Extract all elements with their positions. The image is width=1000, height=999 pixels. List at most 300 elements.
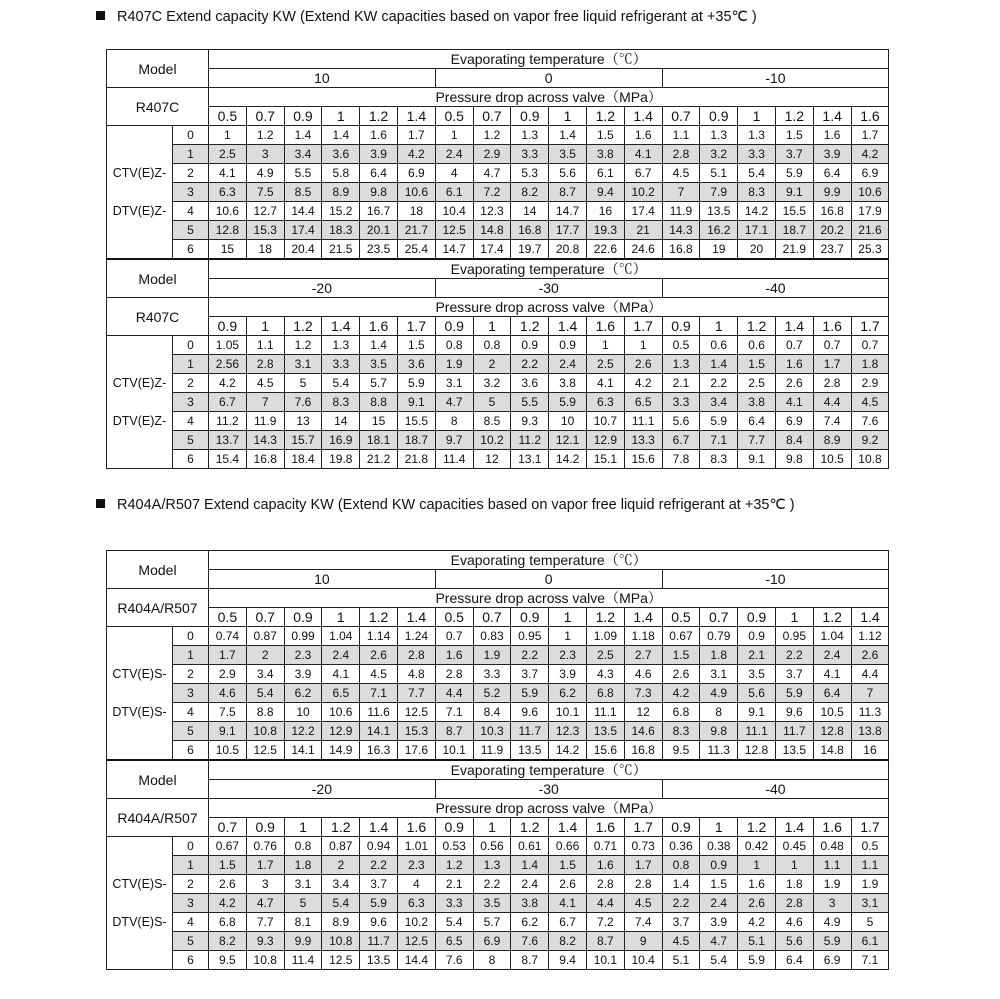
capacity-value-cell: 1.04 <box>322 627 360 646</box>
capacity-value-cell: 2.6 <box>738 894 776 913</box>
capacity-value-cell: 2.3 <box>549 646 587 665</box>
capacity-value-cell: 1.14 <box>360 627 398 646</box>
capacity-value-cell: 25.3 <box>851 240 889 260</box>
capacity-value-cell: 8.7 <box>511 951 549 970</box>
capacity-value-cell: 1.04 <box>813 627 851 646</box>
capacity-value-cell: 6.3 <box>397 894 435 913</box>
capacity-value-cell: 1.3 <box>511 126 549 145</box>
capacity-value-cell: 11.4 <box>435 450 473 469</box>
capacity-value-cell: 6.7 <box>662 431 700 450</box>
capacity-value-cell: 1.9 <box>851 875 889 894</box>
capacity-value-cell: 4.7 <box>700 932 738 951</box>
capacity-value-cell: 2.9 <box>473 145 511 164</box>
capacity-value-cell: 0.9 <box>511 336 549 355</box>
pressure-value-header: 0.7 <box>473 608 511 627</box>
capacity-value-cell: 1.4 <box>284 126 322 145</box>
pressure-value-header: 1.4 <box>549 818 587 837</box>
capacity-value-cell: 21.6 <box>851 221 889 240</box>
capacity-value-cell: 7.6 <box>851 412 889 431</box>
capacity-value-cell: 8.7 <box>549 183 587 202</box>
capacity-value-cell: 4.1 <box>209 164 247 183</box>
capacity-value-cell: 13.5 <box>700 202 738 221</box>
capacity-value-cell: 21 <box>624 221 662 240</box>
model-index-cell: 4 <box>173 412 209 431</box>
capacity-value-cell: 8.4 <box>473 703 511 722</box>
capacity-value-cell: 7 <box>851 684 889 703</box>
capacity-value-cell: 3.1 <box>284 355 322 374</box>
capacity-value-cell: 1.1 <box>813 856 851 875</box>
capacity-value-cell: 16.3 <box>360 741 398 761</box>
capacity-value-cell: 8.2 <box>549 932 587 951</box>
model-index-cell: 2 <box>173 875 209 894</box>
table-row <box>107 336 889 355</box>
capacity-value-cell: 10.1 <box>435 741 473 761</box>
table-row <box>107 412 889 431</box>
capacity-value-cell: 18.7 <box>775 221 813 240</box>
capacity-value-cell: 2.6 <box>624 355 662 374</box>
capacity-value-cell: 3.1 <box>284 875 322 894</box>
capacity-value-cell: 4.1 <box>322 665 360 684</box>
capacity-value-cell: 18.7 <box>397 431 435 450</box>
capacity-value-cell: 9.8 <box>360 183 398 202</box>
model-index-cell: 5 <box>173 932 209 951</box>
pressure-value-header: 0.7 <box>209 818 247 837</box>
table-row <box>107 703 889 722</box>
capacity-value-cell: 6.8 <box>586 684 624 703</box>
series-label: DTV(E)S- <box>112 915 167 929</box>
capacity-value-cell: 2.5 <box>738 374 776 393</box>
pressure-value-header: 1.4 <box>322 317 360 336</box>
capacity-value-cell: 6.9 <box>813 951 851 970</box>
capacity-value-cell: 6.8 <box>209 913 247 932</box>
model-label: Model <box>138 561 177 578</box>
capacity-value-cell: 6.8 <box>662 703 700 722</box>
capacity-value-cell: 18.3 <box>322 221 360 240</box>
capacity-value-cell: 3.9 <box>700 913 738 932</box>
capacity-value-cell: 11.9 <box>473 741 511 761</box>
capacity-value-cell: 4.2 <box>738 913 776 932</box>
model-index-cell: 0 <box>173 126 209 145</box>
capacity-value-cell: 14.2 <box>738 202 776 221</box>
header-row-pressure <box>107 799 889 818</box>
capacity-value-cell: 13.5 <box>586 722 624 741</box>
capacity-value-cell: 2.2 <box>360 856 398 875</box>
capacity-value-cell: 1.09 <box>586 627 624 646</box>
header-row-pressure-values <box>107 317 889 336</box>
capacity-value-cell: 2.6 <box>851 646 889 665</box>
header-row-pressure-values <box>107 608 889 627</box>
capacity-value-cell: 0.87 <box>246 627 284 646</box>
capacity-value-cell: 0.61 <box>511 837 549 856</box>
capacity-value-cell: 22.6 <box>586 240 624 260</box>
capacity-value-cell: 5.5 <box>511 393 549 412</box>
capacity-value-cell: 10.6 <box>851 183 889 202</box>
capacity-value-cell: 10.1 <box>586 951 624 970</box>
capacity-value-cell: 5.1 <box>738 932 776 951</box>
capacity-value-cell: 2.1 <box>435 875 473 894</box>
capacity-value-cell: 6.9 <box>775 412 813 431</box>
capacity-value-cell: 15.5 <box>775 202 813 221</box>
pressure-value-header: 1.7 <box>851 818 889 837</box>
evaporating-temperature-header: Evaporating temperature（℃） <box>209 259 889 279</box>
capacity-value-cell: 5 <box>284 374 322 393</box>
capacity-value-cell: 6.3 <box>209 183 247 202</box>
capacity-value-cell: 14.3 <box>246 431 284 450</box>
capacity-value-cell: 5.9 <box>397 374 435 393</box>
header-row-pressure-values <box>107 107 889 126</box>
capacity-value-cell: 9.9 <box>813 183 851 202</box>
capacity-value-cell: 6.9 <box>851 164 889 183</box>
capacity-value-cell: 0.95 <box>511 627 549 646</box>
capacity-value-cell: 11.3 <box>700 741 738 761</box>
pressure-value-header: 1 <box>322 107 360 126</box>
capacity-value-cell: 1.5 <box>397 336 435 355</box>
capacity-value-cell: 2.4 <box>700 894 738 913</box>
capacity-value-cell: 1.2 <box>473 126 511 145</box>
capacity-value-cell: 1 <box>435 126 473 145</box>
capacity-value-cell: 9 <box>624 932 662 951</box>
pressure-value-header: 1.7 <box>851 317 889 336</box>
capacity-value-cell: 17.1 <box>738 221 776 240</box>
capacity-value-cell: 0.6 <box>700 336 738 355</box>
capacity-value-cell: 0.87 <box>322 837 360 856</box>
capacity-value-cell: 7.7 <box>397 684 435 703</box>
capacity-value-cell: 19.8 <box>322 450 360 469</box>
model-index-cell: 4 <box>173 202 209 221</box>
model-index-cell: 6 <box>173 741 209 761</box>
model-index-cell: 5 <box>173 431 209 450</box>
capacity-value-cell: 18 <box>246 240 284 260</box>
table-row <box>107 741 889 761</box>
pressure-value-header: 0.9 <box>738 608 776 627</box>
capacity-value-cell: 1.2 <box>246 126 284 145</box>
capacity-value-cell: 11.2 <box>209 412 247 431</box>
capacity-value-cell: 14.7 <box>435 240 473 260</box>
evaporating-temperature-header: Evaporating temperature（℃） <box>209 760 889 780</box>
capacity-value-cell: 1.5 <box>662 646 700 665</box>
pressure-value-header: 1.2 <box>586 608 624 627</box>
capacity-value-cell: 4.5 <box>246 374 284 393</box>
capacity-value-cell: 6.2 <box>284 684 322 703</box>
capacity-value-cell: 5.4 <box>322 894 360 913</box>
capacity-value-cell: 4.1 <box>624 145 662 164</box>
pressure-value-header: 1.7 <box>624 317 662 336</box>
capacity-value-cell: 16.2 <box>700 221 738 240</box>
capacity-value-cell: 10.5 <box>813 450 851 469</box>
capacity-value-cell: 3.1 <box>700 665 738 684</box>
capacity-value-cell: 0.9 <box>700 856 738 875</box>
model-index-cell: 3 <box>173 393 209 412</box>
capacity-value-cell: 2.5 <box>586 355 624 374</box>
capacity-value-cell: 8.4 <box>775 431 813 450</box>
capacity-value-cell: 1.6 <box>813 126 851 145</box>
capacity-value-cell: 16.7 <box>360 202 398 221</box>
capacity-value-cell: 6.5 <box>624 393 662 412</box>
capacity-value-cell: 16 <box>851 741 889 761</box>
capacity-value-cell: 2 <box>322 856 360 875</box>
capacity-value-cell: 3.8 <box>549 374 587 393</box>
capacity-value-cell: 3.9 <box>360 145 398 164</box>
temperature-group-header: -10 <box>662 570 889 589</box>
pressure-value-header: 0.9 <box>511 107 549 126</box>
capacity-value-cell: 7.1 <box>700 431 738 450</box>
pressure-value-header: 1.4 <box>549 317 587 336</box>
table-row <box>107 856 889 875</box>
capacity-value-cell: 0.76 <box>246 837 284 856</box>
model-index-cell: 1 <box>173 355 209 374</box>
table-row <box>107 722 889 741</box>
capacity-value-cell: 5.9 <box>511 684 549 703</box>
pressure-value-header: 1.4 <box>851 608 889 627</box>
model-index-cell: 6 <box>173 450 209 469</box>
pressure-value-header: 1.4 <box>397 608 435 627</box>
capacity-value-cell: 1.5 <box>700 875 738 894</box>
capacity-value-cell: 12.3 <box>549 722 587 741</box>
model-label: Model <box>138 60 177 77</box>
capacity-value-cell: 3.8 <box>738 393 776 412</box>
capacity-value-cell: 4.7 <box>435 393 473 412</box>
temperature-group-header: -30 <box>435 780 662 799</box>
header-row-pressure <box>107 298 889 317</box>
capacity-value-cell: 2.8 <box>662 145 700 164</box>
capacity-value-cell: 0.53 <box>435 837 473 856</box>
capacity-value-cell: 6.3 <box>586 393 624 412</box>
capacity-value-cell: 5.4 <box>246 684 284 703</box>
table-row <box>107 684 889 703</box>
capacity-value-cell: 9.1 <box>738 450 776 469</box>
header-row-temperatures <box>107 279 889 298</box>
model-index-cell: 0 <box>173 837 209 856</box>
capacity-value-cell: 7.5 <box>209 703 247 722</box>
pressure-value-header: 0.7 <box>246 608 284 627</box>
capacity-value-cell: 5.8 <box>322 164 360 183</box>
capacity-value-cell: 12.2 <box>284 722 322 741</box>
capacity-value-cell: 2.9 <box>851 374 889 393</box>
pressure-value-header: 1.2 <box>586 107 624 126</box>
capacity-value-cell: 1.5 <box>775 126 813 145</box>
capacity-value-cell: 9.4 <box>586 183 624 202</box>
capacity-value-cell: 9.5 <box>662 741 700 761</box>
capacity-value-cell: 7.5 <box>246 183 284 202</box>
capacity-value-cell: 3.3 <box>322 355 360 374</box>
capacity-value-cell: 6.2 <box>511 913 549 932</box>
capacity-value-cell: 18 <box>397 202 435 221</box>
capacity-value-cell: 10.6 <box>209 202 247 221</box>
capacity-value-cell: 16.8 <box>624 741 662 761</box>
capacity-value-cell: 3.5 <box>473 894 511 913</box>
header-row-temperatures <box>107 780 889 799</box>
capacity-value-cell: 1.3 <box>322 336 360 355</box>
capacity-value-cell: 6.4 <box>813 164 851 183</box>
capacity-value-cell: 4.2 <box>209 374 247 393</box>
capacity-value-cell: 4.5 <box>360 665 398 684</box>
capacity-value-cell: 12.5 <box>246 741 284 761</box>
capacity-value-cell: 1.4 <box>662 875 700 894</box>
capacity-value-cell: 3.4 <box>246 665 284 684</box>
capacity-value-cell: 8 <box>700 703 738 722</box>
capacity-value-cell: 7 <box>662 183 700 202</box>
capacity-value-cell: 2.8 <box>624 875 662 894</box>
capacity-value-cell: 20.8 <box>549 240 587 260</box>
capacity-value-cell: 3.4 <box>322 875 360 894</box>
capacity-value-cell: 4.1 <box>586 374 624 393</box>
table-row <box>107 221 889 240</box>
capacity-value-cell: 5.2 <box>473 684 511 703</box>
section-title-r407c <box>96 9 757 25</box>
model-label: Model <box>138 771 177 788</box>
capacity-value-cell: 2.1 <box>662 374 700 393</box>
capacity-value-cell: 6.5 <box>435 932 473 951</box>
capacity-value-cell: 3.6 <box>397 355 435 374</box>
pressure-value-header: 1.2 <box>813 608 851 627</box>
capacity-value-cell: 4.2 <box>209 894 247 913</box>
temperature-group-header: -10 <box>662 69 889 88</box>
pressure-value-header: 0.9 <box>511 608 549 627</box>
capacity-value-cell: 15.3 <box>246 221 284 240</box>
capacity-value-cell: 4.5 <box>662 164 700 183</box>
table-row <box>107 875 889 894</box>
capacity-value-cell: 12.5 <box>397 703 435 722</box>
capacity-value-cell: 5.9 <box>549 393 587 412</box>
capacity-value-cell: 8.3 <box>322 393 360 412</box>
bullet-square-icon <box>96 499 105 508</box>
capacity-value-cell: 2.5 <box>209 145 247 164</box>
capacity-value-cell: 0.99 <box>284 627 322 646</box>
capacity-value-cell: 16.9 <box>322 431 360 450</box>
capacity-value-cell: 23.5 <box>360 240 398 260</box>
capacity-value-cell: 7.7 <box>738 431 776 450</box>
table-row <box>107 202 889 221</box>
capacity-value-cell: 12 <box>624 703 662 722</box>
capacity-value-cell: 3 <box>246 875 284 894</box>
capacity-value-cell: 14.9 <box>322 741 360 761</box>
capacity-value-cell: 2.6 <box>549 875 587 894</box>
capacity-value-cell: 7.3 <box>624 684 662 703</box>
series-label: CTV(E)S- <box>112 667 167 681</box>
capacity-value-cell: 1.9 <box>473 646 511 665</box>
capacity-value-cell: 5.6 <box>662 412 700 431</box>
capacity-value-cell: 0.45 <box>775 837 813 856</box>
capacity-value-cell: 3.7 <box>360 875 398 894</box>
capacity-value-cell: 8.8 <box>360 393 398 412</box>
pressure-value-header: 1.2 <box>775 107 813 126</box>
capacity-value-cell: 5 <box>473 393 511 412</box>
capacity-value-cell: 21.2 <box>360 450 398 469</box>
capacity-value-cell: 0.67 <box>662 627 700 646</box>
capacity-value-cell: 4.5 <box>624 894 662 913</box>
capacity-value-cell: 14.3 <box>662 221 700 240</box>
capacity-value-cell: 1.6 <box>360 126 398 145</box>
capacity-value-cell: 10.8 <box>246 722 284 741</box>
model-index-cell: 4 <box>173 913 209 932</box>
capacity-value-cell: 12.5 <box>322 951 360 970</box>
capacity-value-cell: 2.8 <box>397 646 435 665</box>
series-label: CTV(E)Z- <box>112 166 167 180</box>
capacity-value-cell: 0.73 <box>624 837 662 856</box>
capacity-value-cell: 1.01 <box>397 837 435 856</box>
capacity-value-cell: 5.5 <box>284 164 322 183</box>
capacity-value-cell: 7.8 <box>662 450 700 469</box>
capacity-value-cell: 21.8 <box>397 450 435 469</box>
pressure-value-header: 1.6 <box>360 317 398 336</box>
pressure-value-header: 1.6 <box>586 818 624 837</box>
capacity-value-cell: 4 <box>397 875 435 894</box>
capacity-value-cell: 4.7 <box>473 164 511 183</box>
capacity-value-cell: 2.2 <box>511 355 549 374</box>
capacity-value-cell: 11.1 <box>624 412 662 431</box>
capacity-value-cell: 1.8 <box>700 646 738 665</box>
table-row <box>107 837 889 856</box>
capacity-value-cell: 0.8 <box>662 856 700 875</box>
capacity-value-cell: 11.3 <box>851 703 889 722</box>
capacity-value-cell: 3.2 <box>700 145 738 164</box>
table-row <box>107 894 889 913</box>
capacity-value-cell: 0.71 <box>586 837 624 856</box>
capacity-value-cell: 4.9 <box>246 164 284 183</box>
header-row-pressure <box>107 88 889 107</box>
pressure-value-header: 1 <box>473 317 511 336</box>
capacity-value-cell: 4.8 <box>397 665 435 684</box>
capacity-value-cell: 2.6 <box>209 875 247 894</box>
pressure-value-header: 0.9 <box>700 107 738 126</box>
capacity-value-cell: 10.5 <box>813 703 851 722</box>
capacity-value-cell: 2 <box>246 646 284 665</box>
capacity-value-cell: 14.8 <box>813 741 851 761</box>
capacity-value-cell: 1.1 <box>851 856 889 875</box>
capacity-value-cell: 10.2 <box>397 913 435 932</box>
capacity-value-cell: 4.3 <box>586 665 624 684</box>
table-row <box>107 431 889 450</box>
model-index-cell: 6 <box>173 240 209 260</box>
capacity-value-cell: 0.66 <box>549 837 587 856</box>
capacity-value-cell: 0.7 <box>775 336 813 355</box>
capacity-value-cell: 16.8 <box>662 240 700 260</box>
capacity-value-cell: 15.3 <box>397 722 435 741</box>
series-label-cell <box>107 336 173 469</box>
capacity-value-cell: 0.67 <box>209 837 247 856</box>
capacity-value-cell: 13 <box>284 412 322 431</box>
capacity-value-cell: 14 <box>511 202 549 221</box>
capacity-table-r407c <box>106 49 889 469</box>
capacity-value-cell: 10.4 <box>624 951 662 970</box>
capacity-value-cell: 9.3 <box>511 412 549 431</box>
pressure-value-header: 1.4 <box>813 107 851 126</box>
capacity-value-cell: 0.74 <box>209 627 247 646</box>
capacity-value-cell: 1.7 <box>851 126 889 145</box>
pressure-value-header: 0.7 <box>700 608 738 627</box>
capacity-value-cell: 12.8 <box>738 741 776 761</box>
capacity-value-cell: 2.4 <box>322 646 360 665</box>
capacity-value-cell: 11.6 <box>360 703 398 722</box>
model-index-cell: 5 <box>173 722 209 741</box>
capacity-value-cell: 1.24 <box>397 627 435 646</box>
section-title-text: R407C Extend capacity KW (Extend KW capacities based on vapor free liquid refrigerant at +35℃ ) <box>117 9 757 25</box>
capacity-value-cell: 9.1 <box>397 393 435 412</box>
capacity-value-cell: 8.5 <box>284 183 322 202</box>
model-index-cell: 3 <box>173 894 209 913</box>
capacity-value-cell: 6.4 <box>775 951 813 970</box>
capacity-value-cell: 2.1 <box>738 646 776 665</box>
capacity-value-cell: 0.79 <box>700 627 738 646</box>
capacity-value-cell: 2.8 <box>586 875 624 894</box>
capacity-value-cell: 10.2 <box>624 183 662 202</box>
capacity-value-cell: 4.2 <box>851 145 889 164</box>
capacity-value-cell: 10 <box>284 703 322 722</box>
capacity-value-cell: 1.8 <box>851 355 889 374</box>
capacity-value-cell: 4.1 <box>549 894 587 913</box>
series-label: CTV(E)Z- <box>112 376 167 390</box>
capacity-value-cell: 15 <box>360 412 398 431</box>
